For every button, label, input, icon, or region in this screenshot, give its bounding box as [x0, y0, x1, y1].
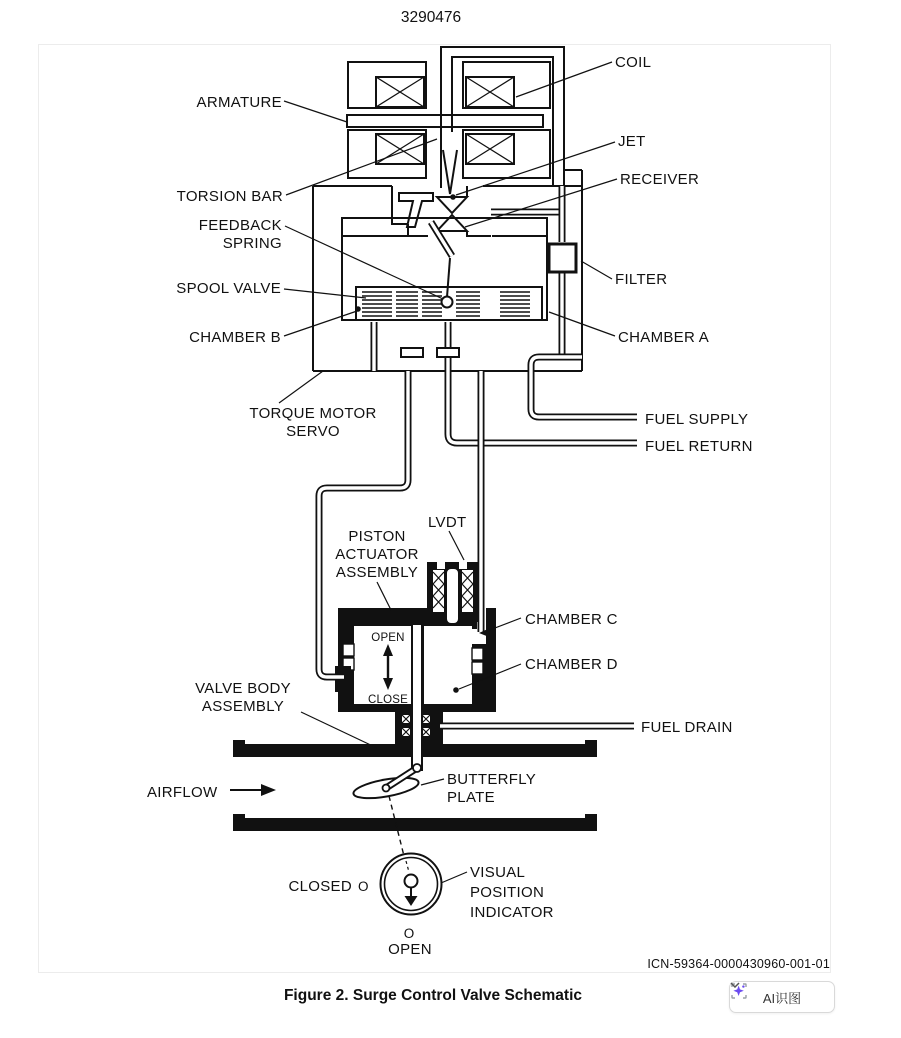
label-airflow: AIRFLOW — [147, 784, 218, 801]
lvdt-plunger — [446, 568, 459, 624]
fuel-return-pipe — [448, 371, 637, 443]
label-valve-body-1: VALVE BODY — [195, 680, 291, 697]
piston-rod — [412, 624, 422, 770]
label-piston-1: PISTON — [348, 528, 406, 545]
label-indicator-closed: CLOSED — [288, 878, 352, 895]
fuel-supply-pipe — [531, 357, 637, 417]
label-actuator-open: OPEN — [371, 632, 405, 644]
indicator-pointer — [405, 875, 418, 888]
label-chamber-a: CHAMBER A — [618, 329, 710, 346]
label-coil: COIL — [615, 54, 652, 71]
label-spool-valve: SPOOL VALVE — [176, 280, 281, 297]
receiver-assembly — [392, 186, 491, 236]
label-indicator-open: OPEN — [388, 941, 432, 958]
label-visual-2: POSITION — [470, 884, 545, 901]
part-number: 3290476 — [400, 9, 462, 26]
closed-position-marker: O — [358, 879, 369, 894]
label-feedback-spring-2: SPRING — [222, 235, 282, 252]
ai-button-label: AI识图 — [762, 990, 802, 1006]
chamber-d-dot — [453, 687, 459, 693]
label-torque-motor-1: TORQUE MOTOR — [249, 405, 377, 422]
label-jet: JET — [618, 133, 646, 150]
chevron-down-icon — [730, 982, 740, 988]
filter-piping — [491, 186, 576, 355]
jet-flapper — [443, 150, 457, 194]
feedback-spring — [431, 222, 452, 297]
label-receiver: RECEIVER — [620, 171, 700, 188]
label-lvdt: LVDT — [428, 514, 467, 531]
ai-recognize-button[interactable] — [729, 981, 835, 1013]
chamber-b-dot — [355, 306, 361, 312]
label-chamber-d: CHAMBER D — [525, 656, 618, 673]
duct-wall-bottom — [233, 818, 597, 831]
airflow-arrow — [230, 784, 276, 796]
visual-position-indicator — [381, 854, 442, 915]
label-filter: FILTER — [615, 271, 668, 288]
label-valve-body-2: ASSEMBLY — [201, 698, 285, 715]
filter-box — [549, 244, 576, 272]
label-fuel-return: FUEL RETURN — [645, 438, 753, 455]
lvdt — [427, 562, 479, 624]
label-torsion-bar: TORSION BAR — [176, 188, 283, 205]
label-piston-2: ACTUATOR — [335, 546, 419, 563]
butterfly-plate — [352, 764, 421, 802]
label-piston-3: ASSEMBLY — [335, 564, 419, 581]
label-butterfly-2: PLATE — [447, 789, 495, 806]
label-armature: ARMATURE — [196, 94, 282, 111]
spool-valve — [356, 287, 542, 320]
valve-body-assembly — [233, 712, 634, 831]
label-feedback-spring-1: FEEDBACK — [198, 217, 282, 234]
label-visual-3: INDICATOR — [470, 904, 554, 921]
icn-reference: ICN-59364-0000430960-001-01 — [647, 957, 830, 971]
label-fuel-drain: FUEL DRAIN — [641, 719, 733, 736]
jet-dot — [450, 194, 456, 200]
feedback-ball — [442, 297, 453, 308]
armature-bar — [347, 115, 543, 127]
label-visual-1: VISUAL — [470, 864, 526, 881]
label-butterfly-1: BUTTERFLY — [447, 771, 537, 788]
label-torque-motor-2: SERVO — [286, 423, 340, 440]
label-fuel-supply: FUEL SUPPLY — [645, 411, 749, 428]
open-position-marker: O — [403, 926, 415, 941]
label-chamber-b: CHAMBER B — [189, 329, 281, 346]
label-actuator-close: CLOSE — [368, 694, 408, 706]
coil-x-symbols — [376, 77, 514, 164]
label-chamber-c: CHAMBER C — [525, 611, 618, 628]
figure-caption: Figure 2. Surge Control Valve Schematic — [283, 987, 583, 1004]
